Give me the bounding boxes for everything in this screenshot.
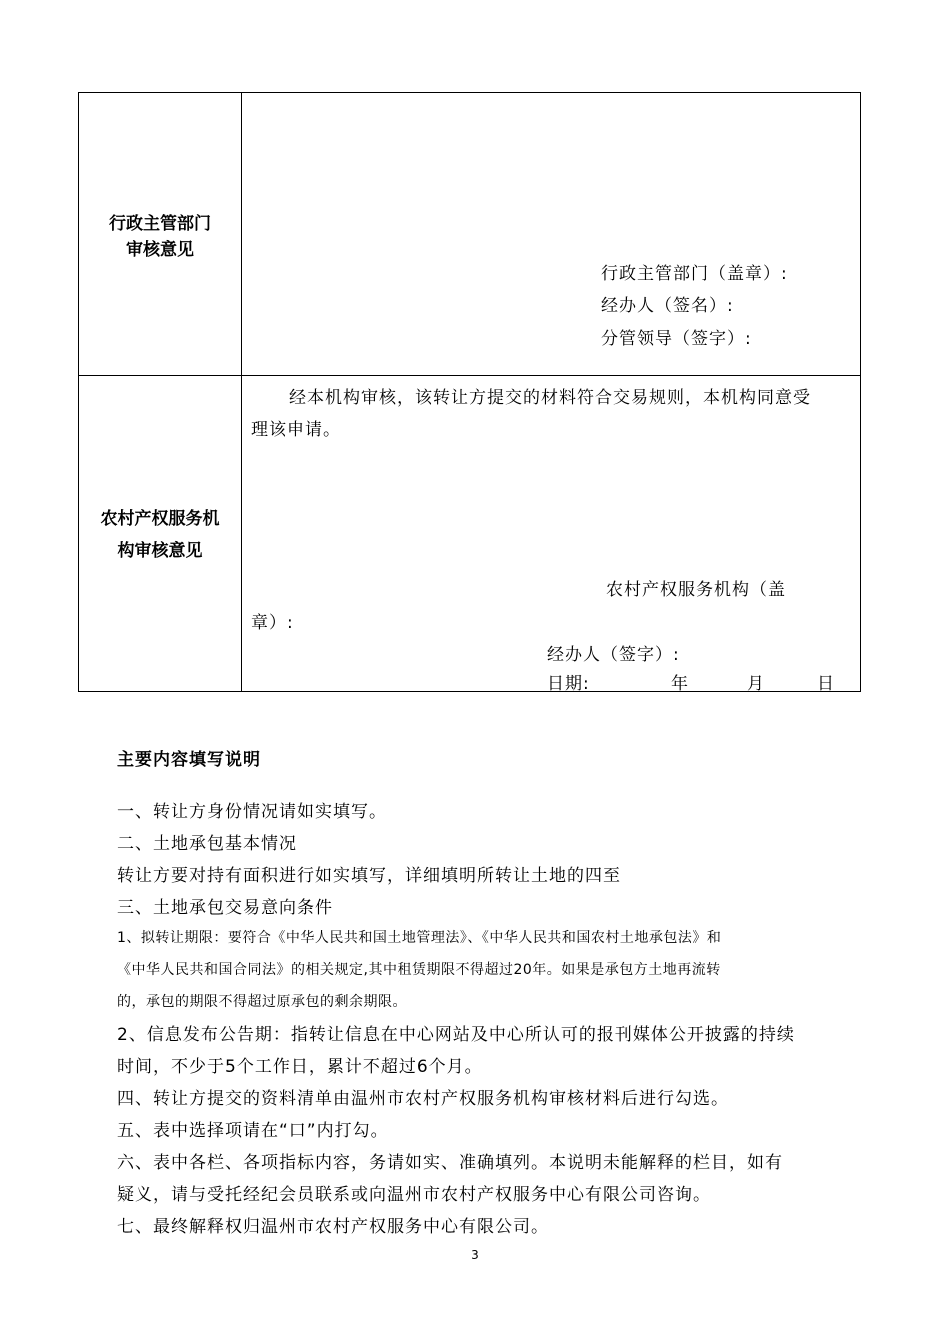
instruction-line: 七、最终解释权归温州市农村产权服务中心有限公司。 <box>117 1217 549 1237</box>
row-divider <box>79 375 860 376</box>
instruction-line: 四、转让方提交的资料清单由温州市农村产权服务机构审核材料后进行勾选。 <box>117 1089 729 1109</box>
admin-review-label <box>79 211 241 263</box>
instruction-line: 二、土地承包基本情况 <box>117 834 297 854</box>
date-year: 年 <box>671 674 689 694</box>
agency-opinion-line2: 理该申请。 <box>251 420 341 440</box>
admin-seal-line: 行政主管部门（盖章）: <box>601 264 788 284</box>
instruction-line: 一、转让方身份情况请如实填写。 <box>117 802 387 822</box>
instruction-line: 时间，不少于5个工作日，累计不超过6个月。 <box>117 1057 483 1077</box>
agency-opinion-line1: 经本机构审核，该转让方提交的材料符合交易规则，本机构同意受 <box>289 388 811 408</box>
admin-review-label-line2: 审核意见 <box>126 240 194 260</box>
instructions-heading: 主要内容填写说明 <box>117 750 261 770</box>
review-table <box>78 92 861 692</box>
instruction-line: 五、表中选择项请在“口”内打勾。 <box>117 1121 389 1141</box>
admin-leader-line: 分管领导（签字）: <box>601 329 752 349</box>
instruction-line: 2、信息发布公告期：指转让信息在中心网站及中心所认可的报刊媒体公开披露的持续 <box>117 1025 795 1045</box>
instruction-line: 1、拟转让期限：要符合《中华人民共和国土地管理法》、《中华人民共和国农村土地承包法》和 <box>117 930 722 946</box>
admin-handler-line: 经办人（签名）: <box>601 296 734 316</box>
agency-seal-line2: 章）: <box>251 613 294 633</box>
instruction-line: 《中华人民共和国合同法》的相关规定,其中租赁期限不得超过20年。如果是承包方土地再流转 <box>117 962 721 978</box>
date-month: 月 <box>747 674 765 694</box>
date-label: 日期: <box>547 674 590 694</box>
instruction-line: 三、土地承包交易意向条件 <box>117 898 333 918</box>
column-divider <box>241 93 242 691</box>
admin-review-label-line1: 行政主管部门 <box>109 214 211 234</box>
agency-seal-line1: 农村产权服务机构（盖 <box>606 580 786 600</box>
instruction-line: 六、表中各栏、各项指标内容，务请如实、准确填列。本说明未能解释的栏目，如有 <box>117 1153 783 1173</box>
instruction-line: 疑义，请与受托经纪会员联系或向温州市农村产权服务中心有限公司咨询。 <box>117 1185 711 1205</box>
agency-review-label-line2: 构审核意见 <box>117 541 203 561</box>
instruction-line: 的，承包的期限不得超过原承包的剩余期限。 <box>117 994 407 1010</box>
agency-review-label <box>79 503 241 567</box>
agency-handler-line: 经办人（签字）: <box>547 645 680 665</box>
date-day: 日 <box>817 674 835 694</box>
instruction-line: 转让方要对持有面积进行如实填写，详细填明所转让土地的四至 <box>117 866 621 886</box>
agency-review-label-line1: 农村产权服务机 <box>100 509 220 529</box>
page-number: 3 <box>471 1248 479 1262</box>
